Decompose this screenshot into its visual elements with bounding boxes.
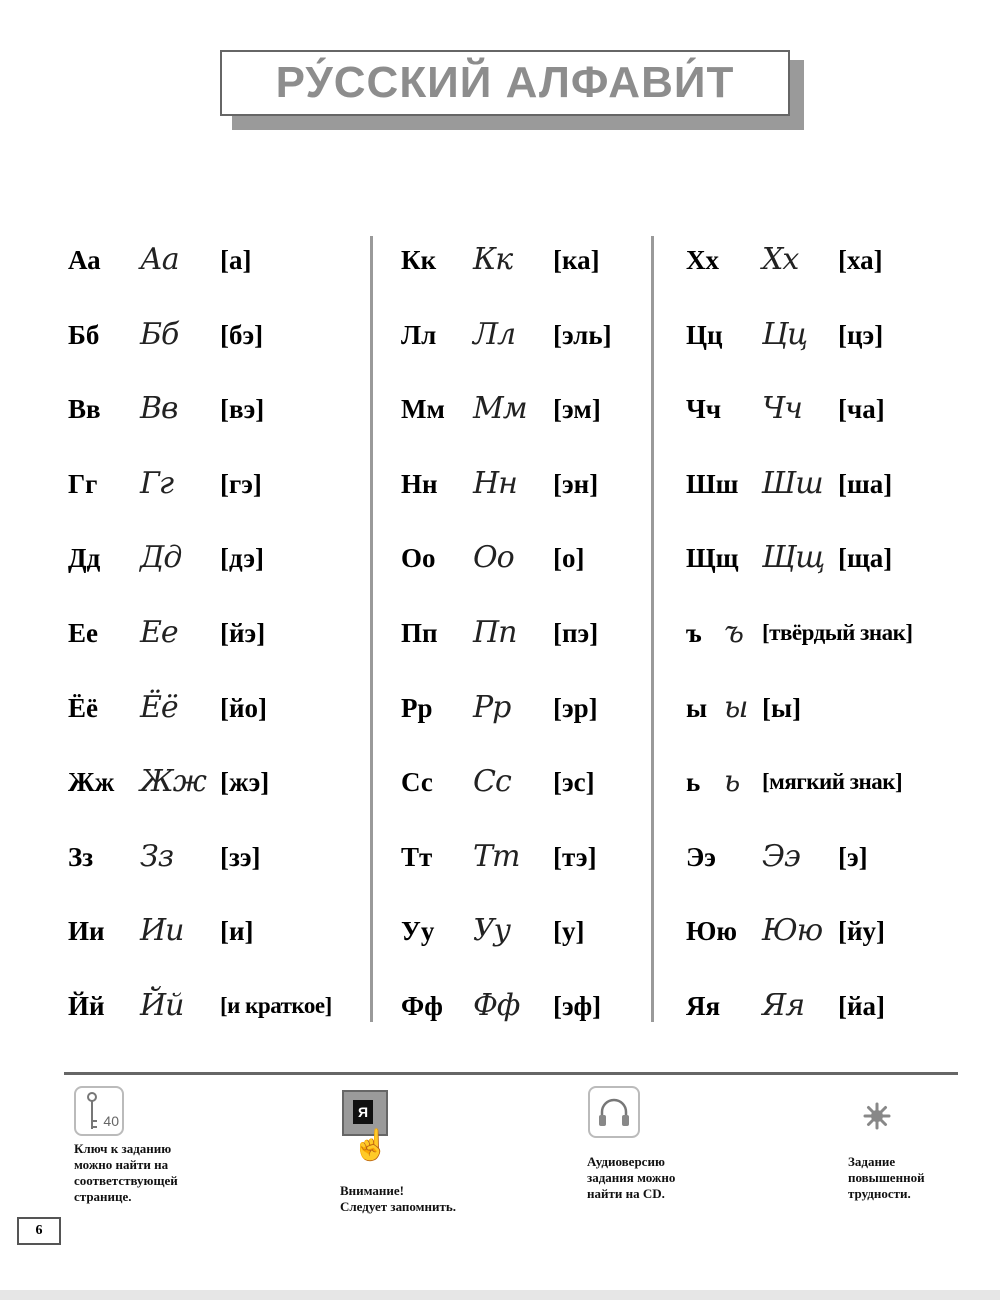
letter-name: [а] [220,245,252,275]
key-page-number: 40 [103,1113,119,1129]
printed-letter: Уу [401,916,435,946]
printed-letter: Ее [68,618,98,648]
pointing-hand-icon: ☝ [352,1129,390,1162]
printed-letter: Жж [68,767,115,797]
page-bottom-edge [0,1290,1000,1300]
letter-name: [пэ] [553,618,599,648]
letter-name: [о] [553,543,585,573]
script-letter: Лл [473,317,516,352]
printed-letter: Ээ [686,842,716,872]
script-letter: Мм [473,391,527,426]
letter-name: [гэ] [220,469,262,499]
script-letter: Цц [762,317,808,352]
letter-name: [бэ] [220,320,264,350]
printed-letter: Зз [68,842,94,872]
script-letter: Аа [140,242,179,277]
printed-letter: Тт [401,842,433,872]
printed-letter: Ии [68,916,105,946]
letter-name: [твёрдый знак] [762,620,913,645]
script-letter: Ээ [762,839,800,874]
letter-name: [цэ] [838,320,884,350]
attention-glyph: Я [353,1100,373,1124]
printed-letter: ы [686,693,708,723]
script-letter: Ёё [140,690,178,725]
printed-letter: Мм [401,394,445,424]
script-letter: Зз [140,839,174,874]
letter-name: [ка] [553,245,600,275]
printed-letter: Яя [686,991,721,1021]
letter-name: [эс] [553,767,595,797]
script-letter: Нн [473,466,517,501]
script-letter: Сс [473,764,511,799]
letter-name: [ща] [838,543,893,573]
script-letter: Вв [140,391,178,426]
letter-name: [дэ] [220,543,264,573]
letter-name: [ча] [838,394,885,424]
legend-difficulty-text: Задание повышенной трудности. [848,1154,925,1201]
script-letter: ь [724,764,740,799]
letter-name: [зэ] [220,842,261,872]
printed-letter: Йй [68,991,105,1021]
printed-letter: Щщ [686,543,739,573]
printed-letter: Гг [68,469,98,499]
script-letter: Рр [473,690,511,725]
script-letter: Чч [762,391,802,426]
letter-name: [эм] [553,394,601,424]
key-icon [74,1086,124,1136]
script-letter: Кк [473,242,513,277]
printed-letter: Шш [686,469,739,499]
printed-letter: Пп [401,618,438,648]
script-letter: Оо [473,540,514,575]
printed-letter: Вв [68,394,101,424]
script-letter: Бб [140,317,179,352]
script-letter: ы [724,690,748,725]
script-letter: Гг [140,466,174,501]
printed-letter: Оо [401,543,436,573]
column-divider [651,236,654,1022]
script-letter: Тт [473,839,520,874]
script-letter: Дд [140,540,182,575]
page-number: 6 [17,1217,61,1245]
printed-letter: Цц [686,320,723,350]
printed-letter: Сс [401,767,433,797]
letter-name: [ша] [838,469,893,499]
letter-name: [эф] [553,991,602,1021]
legend-separator [64,1072,958,1075]
script-letter: Юю [762,913,823,948]
printed-letter: Хх [686,245,719,275]
letter-name: [вэ] [220,394,265,424]
printed-letter: ь [686,767,701,797]
letter-name: [йэ] [220,618,266,648]
letter-name: [у] [553,916,585,946]
letter-name: [и] [220,916,254,946]
script-letter: Йй [140,988,184,1023]
script-letter: ъ [724,615,743,650]
column-divider [370,236,373,1022]
script-letter: Пп [473,615,517,650]
letter-name: [ха] [838,245,883,275]
printed-letter: Юю [686,916,738,946]
legend-audio-text: Аудиоверсию задания можно найти на CD. [587,1154,676,1201]
printed-letter: Кк [401,245,437,275]
letter-name: [ы] [762,693,802,723]
star-icon [862,1101,892,1131]
letter-name: [йо] [220,693,268,723]
letter-name: [э] [838,842,868,872]
printed-letter: Рр [401,693,433,723]
script-letter: Фф [473,988,520,1023]
letter-name: [эн] [553,469,599,499]
letter-name: [эль] [553,320,612,350]
script-letter: Уу [473,913,511,948]
printed-letter: Лл [401,320,437,350]
letter-name: [мягкий знак] [762,769,903,794]
script-letter: Жж [140,764,206,799]
script-letter: Ии [140,913,184,948]
title-box [220,50,790,116]
printed-letter: Бб [68,320,100,350]
printed-letter: Чч [686,394,722,424]
headphones-icon [588,1086,640,1138]
letter-name: [жэ] [220,767,270,797]
script-letter: Хх [762,242,799,277]
letter-name: [йа] [838,991,886,1021]
printed-letter: Аа [68,245,101,275]
printed-letter: Ёё [68,693,98,723]
legend-attention-text: Внимание! Следует запомнить. [340,1183,457,1214]
letter-name: [йу] [838,916,886,946]
printed-letter: Дд [68,543,101,573]
printed-letter: ъ [686,618,702,648]
script-letter: Яя [762,988,805,1023]
script-letter: Ее [140,615,178,650]
letter-name: [эр] [553,693,598,723]
page-title: РУ́ССКИЙ АЛФАВИ́Т [275,58,735,107]
script-letter: Шш [762,466,823,501]
printed-letter: Фф [401,991,443,1021]
script-letter: Щщ [762,540,825,575]
printed-letter: Нн [401,469,438,499]
letter-name: [и краткое] [220,993,332,1018]
letter-name: [тэ] [553,842,597,872]
legend-key-text: Ключ к заданию можно найти на соответствующей странице. [74,1141,178,1204]
